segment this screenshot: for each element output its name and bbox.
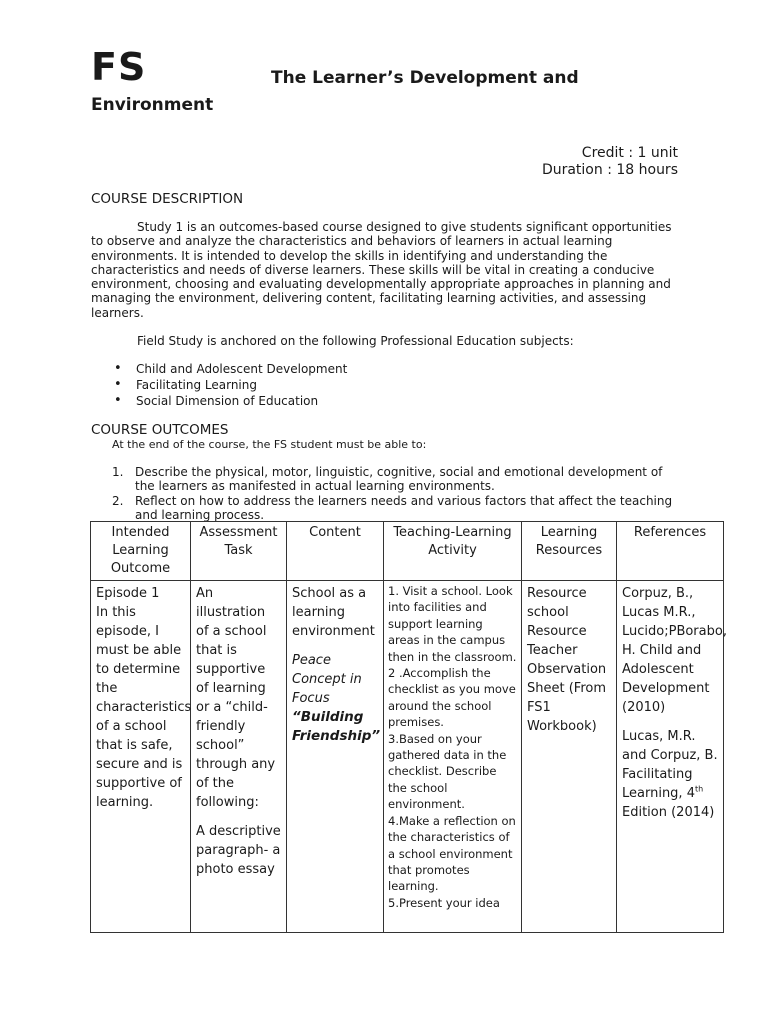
activity-step: 2 .Accomplish the checklist as you move around the school premises. — [388, 666, 516, 730]
fs-logo: FS — [91, 45, 147, 89]
list-item: • Child and Adolescent Development — [114, 361, 347, 377]
outcomes-list — [112, 465, 682, 523]
page-title-continued: Environment — [91, 95, 214, 115]
assessment-cell — [191, 581, 287, 933]
activity-step: 4.Make a reflection on the characteristics of a school environment that promotes learning. — [388, 813, 516, 894]
credit-block — [542, 145, 678, 179]
ilo-text: In this episode, I must be able to determine the characteristics of a school that is safe, secure and is supportive of learning. — [96, 605, 192, 810]
activity-step: 5.Present your idea — [388, 895, 500, 910]
reference-superscript: th — [694, 784, 704, 794]
activity-step: 3.Based on your gathered data in the checklist. Describe the school environment. — [388, 731, 507, 812]
ilo-cell — [91, 581, 191, 933]
activity-cell — [384, 581, 522, 933]
duration-text: Duration : 18 hours — [541, 162, 678, 178]
anchor-text: Field Study is anchored on the following Professional Education subjects: — [137, 334, 574, 348]
reference-text: Lucas, M.R. and Corpuz, B. Facilitating Learning, 4 — [622, 729, 718, 801]
table-row — [91, 581, 724, 933]
assessment-text: An illustration of a school that is supportive of learning or a “child-friendly school” through any of the following: — [196, 586, 276, 810]
course-description-paragraph: Study 1 is an outcomes-based course designed to give students significant opportunities to observe and analyze the characteristics and behaviors of learners in actual learning environments. It is intended to develop the skills in identifying and understanding the characteristics and needs of diverse learners. These skills will be vital in creating a conducive environment, choosing and evaluating developmentally appropriate approaches in planning and managing the environment, delivering content, facilitating learning activities, and assessing learners. — [91, 220, 672, 320]
list-item: • Facilitating Learning — [114, 377, 347, 393]
content-text: School as a learning environment — [292, 586, 375, 639]
course-outcomes-intro: At the end of the course, the FS student must be able to: — [112, 438, 427, 451]
column-header-assessment: Assessment Task — [191, 522, 287, 581]
reference-text: Edition (2014) — [622, 805, 715, 820]
column-header-resources: Learning Resources — [522, 522, 617, 581]
peace-concept-label: Peace Concept in Focus — [292, 653, 362, 706]
list-item — [112, 465, 682, 493]
list-item — [112, 494, 682, 522]
reference-entry: Corpuz, B., Lucas M.R., Lucido;PBorabo, H. Child and Adolescent Development (2010) — [622, 586, 727, 715]
column-header-content: Content — [287, 522, 384, 581]
list-item: • Social Dimension of Education — [114, 393, 347, 409]
resources-cell: Resource school Resource Teacher Observation Sheet (From FS1 Workbook) — [522, 581, 617, 933]
reference-entry — [622, 727, 718, 822]
subjects-list — [114, 361, 347, 409]
episode-label: Episode 1 — [96, 586, 160, 601]
column-header-ilo: Intended Learning Outcome — [91, 522, 191, 581]
peace-concept-theme: “Building Friendship” — [292, 709, 381, 744]
credit-text: Credit : 1 unit — [581, 145, 678, 161]
course-outcomes-heading: COURSE OUTCOMES — [91, 422, 229, 438]
assessment-option: A descriptive paragraph- a photo essay — [196, 824, 281, 877]
content-cell — [287, 581, 384, 933]
activity-step: 1. Visit a school. Look into facilities and support learning areas in the campus then in the classroom. — [388, 584, 517, 664]
list-item-text: Reflect on how to address the learners needs and various factors that affect the teaching and learning process. — [135, 494, 673, 522]
list-item-number: 1. — [112, 465, 124, 479]
page-title: The Learner’s Development and — [271, 68, 579, 88]
course-description-heading: COURSE DESCRIPTION — [91, 191, 244, 207]
column-header-activity: Teaching-Learning Activity — [384, 522, 522, 581]
list-item-number: 2. — [112, 494, 124, 508]
table-header-row — [91, 522, 724, 581]
list-item-text: Describe the physical, motor, linguistic, cognitive, social and emotional development of the learners as manifested in actual learning environments. — [135, 465, 663, 493]
course-plan-table — [90, 521, 727, 933]
references-cell — [617, 581, 727, 933]
column-header-references: References — [617, 522, 724, 581]
